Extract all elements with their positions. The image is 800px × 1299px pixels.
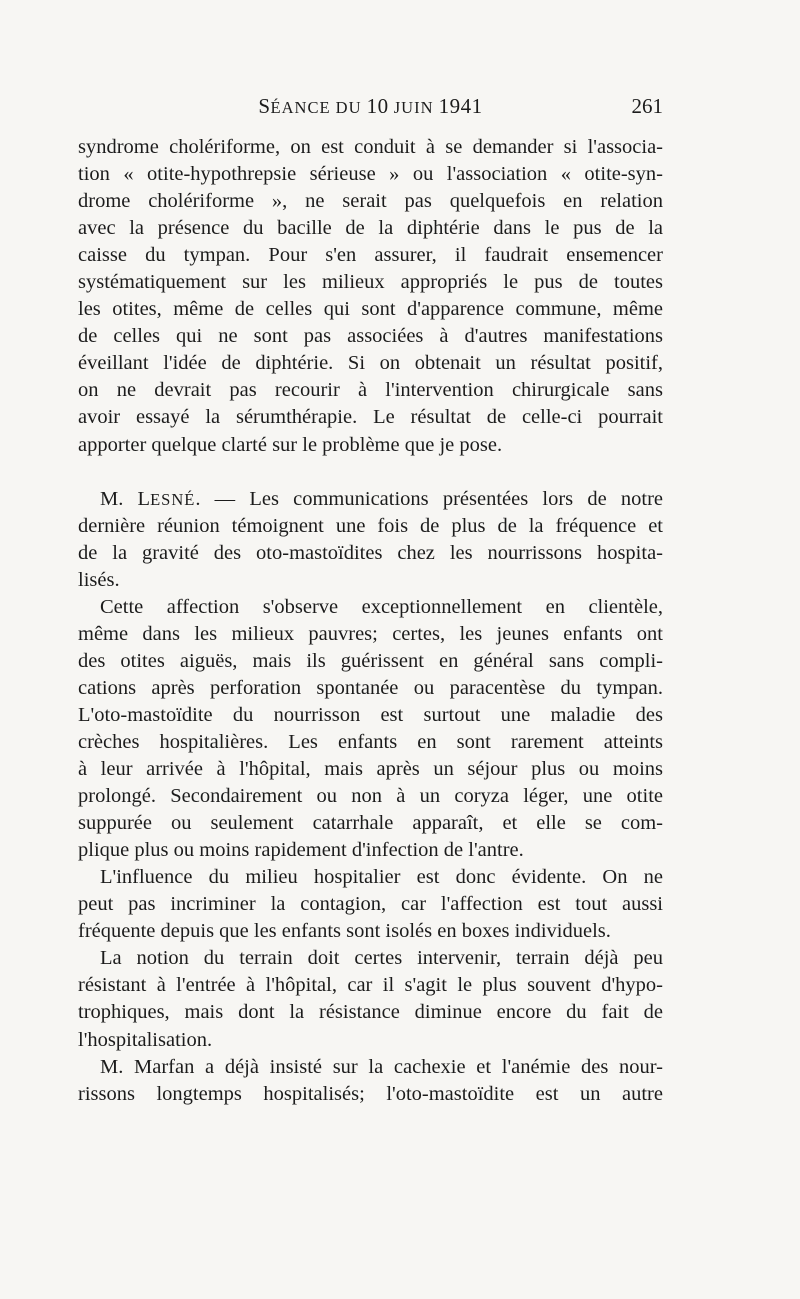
text-line: peut pas incriminer la contagion, car l'affection est tout aussi bbox=[78, 893, 663, 916]
speaker-name: M. L bbox=[100, 487, 151, 510]
text-line: on ne devrait pas recourir à l'intervention chirurgicale sans bbox=[78, 379, 663, 402]
text-line: Cette affection s'observe exceptionnellement en clientèle, bbox=[100, 595, 663, 618]
text-line: cations après perforation spontanée ou paracentèse du tympan. bbox=[78, 676, 663, 699]
text-line: l'hospitalisation. bbox=[78, 1028, 213, 1051]
text-line: prolongé. Secondairement ou non à un coryza léger, une otite bbox=[78, 785, 663, 808]
text-line: crèches hospitalières. Les enfants en sont rarement atteints bbox=[78, 730, 663, 753]
text-line: caisse du tympan. Pour s'en assurer, il faudrait ensemencer bbox=[78, 244, 663, 267]
text-line: drome cholériforme », ne serait pas quelquefois en relation bbox=[78, 190, 663, 213]
text-line: plique plus ou moins rapidement d'infection de l'antre. bbox=[78, 839, 524, 862]
text-line: avoir essayé la sérumthérapie. Le résultat de celle-ci pourrait bbox=[78, 406, 663, 429]
text-line: M. LESNÉ. — Les communications présentées lors de notre bbox=[100, 487, 664, 510]
text-line: suppurée ou seulement catarrhale apparaît, et elle se com- bbox=[78, 812, 663, 835]
text-line: même dans les milieux pauvres; certes, les jeunes enfants ont bbox=[78, 622, 663, 645]
text-line: trophiques, mais dont la résistance diminue encore du fait de bbox=[78, 1001, 663, 1024]
text-line: éveillant l'idée de diphtérie. Si on obtenait un résultat positif, bbox=[78, 352, 663, 375]
text-line: à leur arrivée à l'hôpital, mais après un séjour plus ou moins bbox=[78, 758, 663, 781]
paragraph bbox=[78, 1054, 663, 1108]
paragraph bbox=[78, 945, 663, 1053]
paragraph bbox=[78, 864, 663, 945]
text-line: systématiquement sur les milieux appropriés le pus de toutes bbox=[78, 271, 663, 294]
text-line: La notion du terrain doit certes intervenir, terrain déjà peu bbox=[100, 947, 663, 970]
text-line: dernière réunion témoignent une fois de plus de la fréquence et bbox=[78, 514, 663, 537]
body-text bbox=[78, 134, 663, 1108]
text-line: fréquente depuis que les enfants sont isolés en boxes individuels. bbox=[78, 920, 611, 943]
text-line: L'oto-mastoïdite du nourrisson est surtout une maladie des bbox=[78, 703, 663, 726]
page-number: 261 bbox=[631, 94, 663, 118]
running-title: SÉANCE DU 10 JUIN 1941 bbox=[258, 94, 483, 118]
text-line: apporter quelque clarté sur le problème que je pose. bbox=[78, 433, 503, 456]
text-line: de la gravité des oto-mastoïdites chez les nourrissons hospita- bbox=[78, 541, 663, 564]
text-line: résistant à l'entrée à l'hôpital, car il s'agit le plus souvent d'hypo- bbox=[78, 974, 663, 997]
text-line: rissons longtemps hospitalisés; l'oto-mastoïdite est un autre bbox=[78, 1082, 663, 1105]
text-line: les otites, même de celles qui sont d'apparence commune, même bbox=[78, 298, 663, 321]
text-line: des otites aiguës, mais ils guérissent en général sans compli- bbox=[78, 649, 663, 672]
paragraph bbox=[78, 486, 663, 594]
text-line: L'influence du milieu hospitalier est donc évidente. On ne bbox=[100, 866, 663, 889]
text-line: avec la présence du bacille de la diphtérie dans le pus de la bbox=[78, 217, 663, 240]
text-line: tion « otite-hypothrepsie sérieuse » ou l'association « otite-syn- bbox=[78, 163, 663, 186]
text-line: de celles qui ne sont pas associées à d'autres manifestations bbox=[78, 325, 663, 348]
running-header bbox=[78, 94, 663, 126]
paragraph bbox=[78, 594, 663, 864]
paragraph-gap bbox=[78, 459, 663, 486]
text-line: M. Marfan a déjà insisté sur la cachexie et l'anémie des nour- bbox=[100, 1055, 663, 1078]
text-line: syndrome cholériforme, on est conduit à se demander si l'associa- bbox=[78, 136, 663, 158]
paragraph bbox=[78, 134, 663, 459]
text-line: lisés. bbox=[78, 568, 120, 591]
